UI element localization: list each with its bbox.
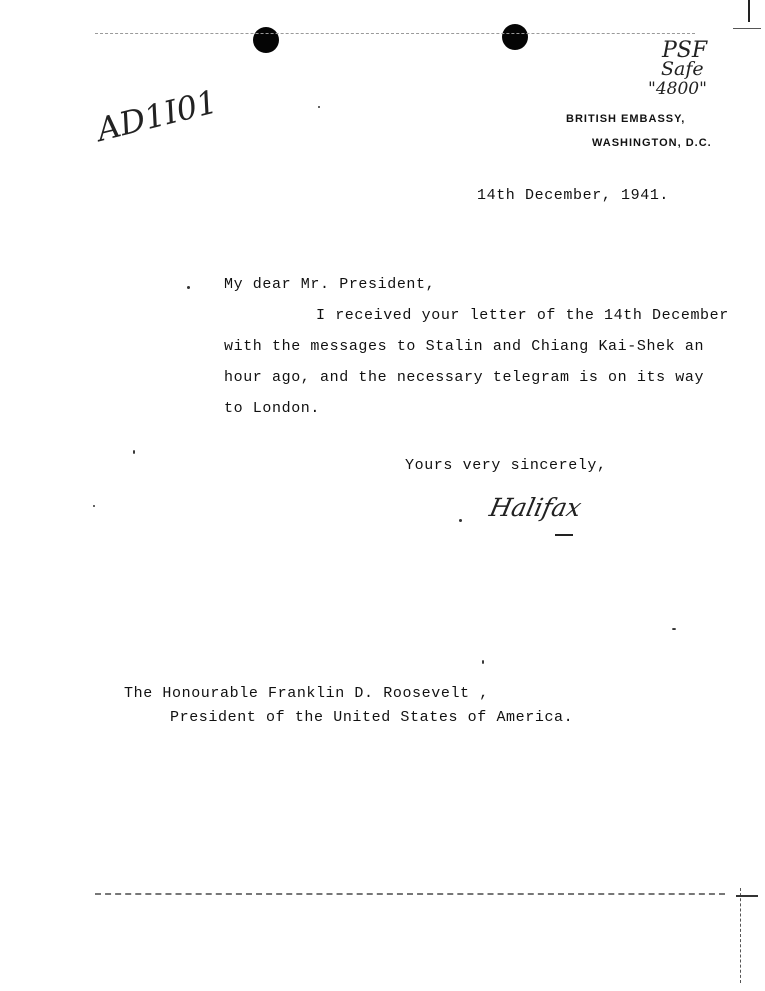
body-line-4: to London. bbox=[224, 400, 321, 417]
letterhead-line2: WASHINGTON, D.C. bbox=[592, 137, 712, 149]
psf-safe: Safe bbox=[661, 58, 704, 80]
archive-file-number: AD1I01 bbox=[93, 82, 222, 149]
letter-date: 14th December, 1941. bbox=[477, 187, 670, 204]
addressee-line2: President of the United States of America. bbox=[170, 709, 574, 726]
speck bbox=[318, 106, 320, 108]
salutation: My dear Mr. President, bbox=[224, 276, 436, 293]
signature: Halifax bbox=[486, 493, 585, 522]
psf-number: "4800" bbox=[648, 79, 707, 99]
letterhead-line1: BRITISH EMBASSY, bbox=[566, 113, 686, 125]
closing: Yours very sincerely, bbox=[405, 457, 607, 474]
punch-hole-left bbox=[253, 27, 279, 53]
speck bbox=[459, 519, 462, 522]
signature-flourish bbox=[555, 534, 573, 536]
right-edge-corner bbox=[733, 28, 761, 29]
top-edge-line bbox=[95, 33, 695, 34]
psf-label: PSF bbox=[662, 38, 708, 63]
speck bbox=[187, 286, 190, 289]
right-edge-mark bbox=[748, 0, 750, 22]
addressee-line1: The Honourable Franklin D. Roosevelt , bbox=[124, 685, 489, 702]
bottom-right-edge bbox=[740, 888, 742, 983]
speck bbox=[93, 505, 95, 507]
bottom-edge-line bbox=[95, 893, 725, 895]
speck bbox=[133, 450, 135, 454]
bottom-right-corner bbox=[736, 895, 758, 897]
body-line-2: with the messages to Stalin and Chiang Kai-Shek an bbox=[224, 338, 705, 355]
body-line-1: I received your letter of the 14th December bbox=[316, 307, 729, 324]
punch-hole-right bbox=[502, 24, 528, 50]
speck bbox=[672, 628, 676, 630]
body-line-3: hour ago, and the necessary telegram is on its way bbox=[224, 369, 705, 386]
speck bbox=[482, 660, 484, 664]
